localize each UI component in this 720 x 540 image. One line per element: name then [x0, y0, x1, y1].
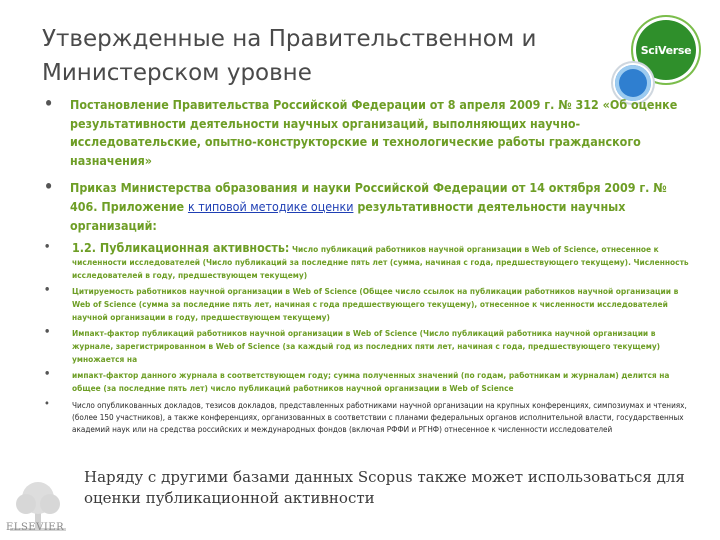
bullet-conference-reports	[44, 399, 694, 436]
title-line-2: Министерском уровне	[42, 60, 312, 86]
scopus-note: Наряду с другими базами данных Scopus также может использоваться для оценки публикационной активности	[84, 468, 685, 507]
bullet-publication-activity	[44, 242, 694, 281]
methodology-link[interactable]: к типовой методике оценки	[187, 198, 354, 214]
bullet-publication-activity-tail: Число публикаций работников научной организации в Web of Science, отнесенное к численности исследователей (Число публикаций за последние пять лет (сумма, начиная с года, предшествующего текущему). Численность исследователей в году, предшествующем текущему)	[72, 244, 689, 280]
bullet-impact-factor-journal	[44, 369, 694, 394]
bullet-conference-reports-text: Число опубликованных докладов, тезисов докладов, представленных работниками научной организации на крупных конференциях, симпозиумах и чтениях, (более 150 участников), а также конференциях, организованных в соответствии с планами федеральных органов исполнительной власти, государственных академий наук или на средства российских и международных фондов (включая РФФИ и РГНФ) отнесенное к численности исследователей	[72, 399, 687, 435]
elsevier-logo-text: ELSEVIER	[6, 522, 65, 533]
bullet-decree-312	[44, 96, 694, 170]
bullet-impact-factor-text: Импакт-фактор публикаций работников научной организации в Web of Science (Число публикаций работника научной организации в журнале, зарегистрированном в Web of Science (за каждый год из последних пяти лет, начиная с года, предшествующего текущему) умножается на	[72, 328, 661, 364]
sciverse-logo-text: SciVerse	[640, 43, 692, 57]
bullet-decree-312-text: Постановление Правительства Российской Федерации от 8 апреля 2009 г. № 312 «Об оценке результативности деятельности научных организаций, выполняющих научно-исследовательские, опытно-конструкторские и технологические работы гражданского назначения»	[70, 97, 678, 168]
bullet-order-406-post: результативности деятельности научных организаций:	[70, 198, 626, 233]
bullet-citation-text: Цитируемость работников научной организации в Web of Science (Общее число ссылок на публикации работников научной организации в Web of Science (сумма за последние пять лет, начиная с года предшествующего текущему), отнесенное к численности исследователей научной организации в году, предшествующем текущему)	[72, 286, 679, 322]
bullet-publication-activity-head: 1.2. Публикационная активность:	[72, 240, 290, 256]
bullet-citation	[44, 285, 694, 323]
bullet-impact-factor-journal-text: импакт-фактор данного журнала в соответствующем году; сумма полученных значений (по годам, работникам и журналам) делится на общее (за последние пять лет) число публикаций работников научной организации в Web of Science	[72, 370, 670, 394]
bullet-impact-factor	[44, 327, 694, 365]
bullet-list	[44, 96, 694, 436]
title-line-1: Утвержденные на Правительственном и	[42, 26, 537, 52]
bullet-order-406	[44, 179, 694, 235]
bullet-order-406-pre: Приказ Министерства образования и науки Российской Федерации от 14 октября 2009 г. № 406. Приложение	[70, 180, 667, 214]
page-title	[42, 22, 582, 90]
